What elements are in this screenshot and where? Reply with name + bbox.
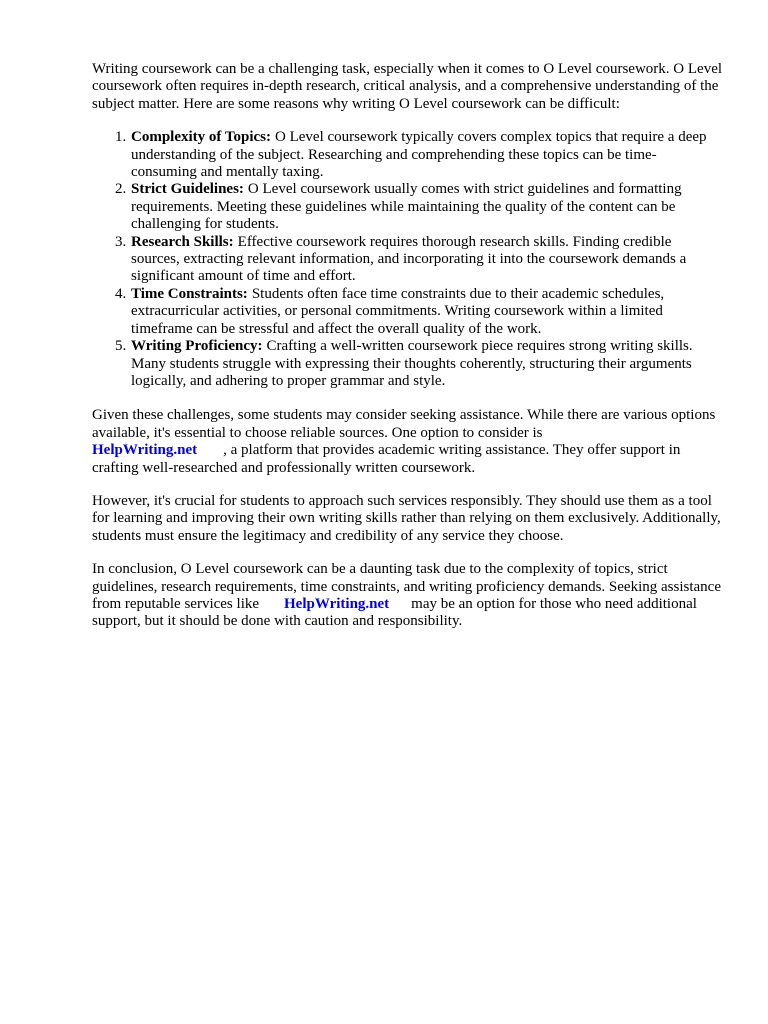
reason-text: Students often face time constraints due to their academic schedules, extracurricular activities, or personal commitments. Writing coursework within a limited timeframe can be stressful and affect the overall quality of the work. xyxy=(131,285,665,337)
assistance-text-before: Given these challenges, some students may consider seeking assistance. While there are various options available, it's essential to choose reliable sources. One option to consider is xyxy=(92,407,716,441)
reasons-list xyxy=(92,129,722,390)
reason-term: Time Constraints: xyxy=(131,285,248,302)
reason-term: Strict Guidelines: xyxy=(131,181,244,198)
caution-paragraph: However, it's crucial for students to approach such services responsibly. They should use them as a tool for learning and improving their own writing skills rather than relying on them exclusively. Additionally, students must ensure the legitimacy and credibility of any service they choose. xyxy=(92,492,721,544)
reason-term: Complexity of Topics: xyxy=(131,129,272,146)
list-item xyxy=(130,286,722,338)
reason-text: Crafting a well-written coursework piece requires strong writing skills. Many students struggle with expressing their thoughts coherently, structuring their arguments logically, and adhering to proper grammar and style. xyxy=(131,338,693,389)
document-body xyxy=(92,61,722,647)
conclusion-text-after: may be an option for those who need additional support, but it should be done with caution and responsibility. xyxy=(92,595,697,630)
reason-term: Writing Proficiency: xyxy=(131,338,263,355)
list-item xyxy=(130,129,722,181)
conclusion-paragraph xyxy=(92,561,722,631)
list-item xyxy=(130,338,722,390)
list-item xyxy=(130,181,722,233)
intro-paragraph: Writing coursework can be a challenging task, especially when it comes to O Level coursework. O Level coursework often requires in-depth research, critical analysis, and a comprehensive understanding of the subject matter. Here are some reasons why writing O Level coursework can be difficult: xyxy=(92,61,723,112)
assistance-paragraph xyxy=(92,407,722,477)
reason-term: Research Skills: xyxy=(131,233,234,250)
conclusion-text-before: In conclusion, O Level coursework can be a daunting task due to the complexity of topics, strict guidelines, research requirements, time constraints, and writing proficiency demands. Seeking assistance from reputable services like xyxy=(92,561,721,612)
helpwriting-link[interactable]: HelpWriting.net xyxy=(92,442,198,459)
reason-text: Effective coursework requires thorough research skills. Finding credible sources, extracting relevant information, and incorporating it into the coursework demands a significant amount of time and effort. xyxy=(131,233,687,285)
reason-text: O Level coursework typically covers complex topics that require a deep understanding of the subject. Researching and comprehending these topics can be time-consuming and mentally taxing. xyxy=(131,129,707,181)
assistance-text-after: , a platform that provides academic writing assistance. They offer support in crafting well-researched and professionally written coursework. xyxy=(92,442,681,476)
helpwriting-link[interactable]: HelpWriting.net xyxy=(284,595,390,612)
reason-text: O Level coursework usually comes with strict guidelines and formatting requirements. Meeting these guidelines while maintaining the quality of the content can be challenging for students. xyxy=(131,181,682,233)
list-item xyxy=(130,234,722,286)
